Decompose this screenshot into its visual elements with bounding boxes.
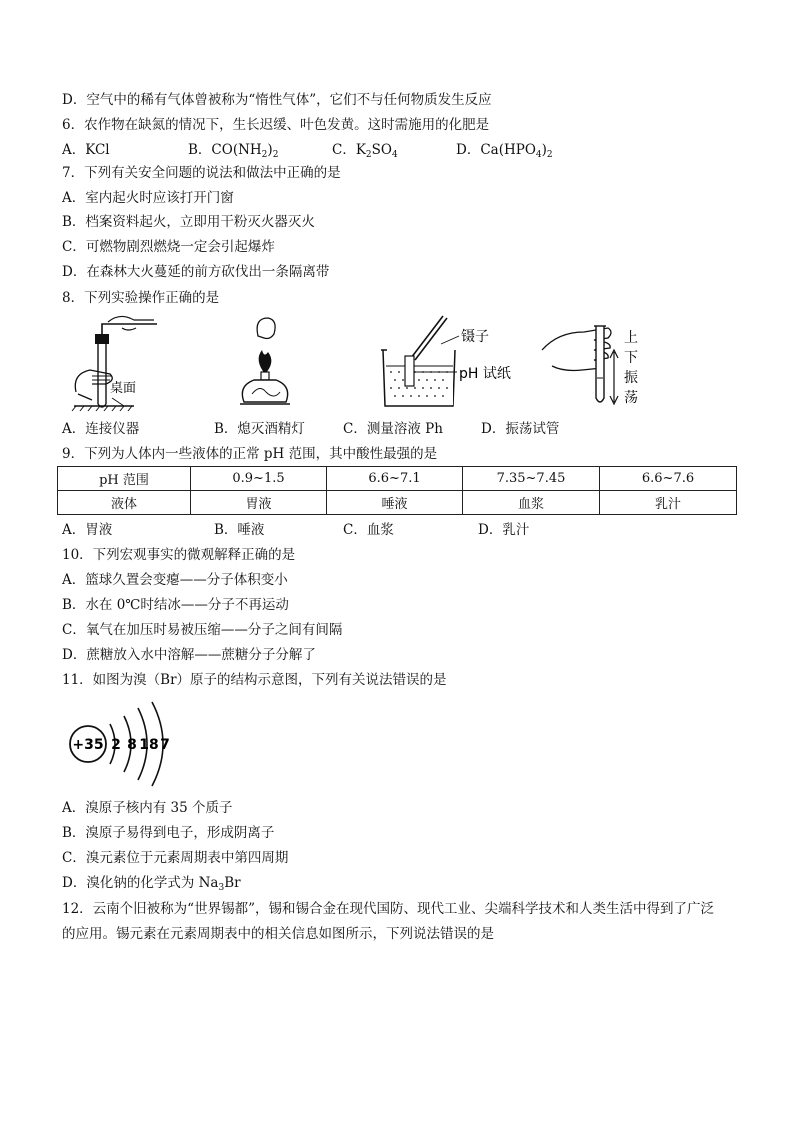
- table-cell: 血浆: [463, 491, 600, 515]
- q9-option-a: A．胃液: [62, 522, 113, 538]
- question-12: 12．云南个旧被称为“世界锡都”，锡和锡合金在现代国防、现代工业、尖端科学技术和人类生活中得到了广泛: [62, 901, 714, 917]
- table-cell: 胃液: [191, 491, 327, 515]
- shake-label-down: 下: [624, 350, 638, 366]
- table-row: [58, 491, 737, 515]
- shake-label-up: 上: [624, 330, 638, 346]
- nucleus-charge: +35: [72, 737, 104, 753]
- q10-option-b: B．水在 0℃时结冰——分子不再运动: [62, 597, 289, 613]
- shell-electrons: 18: [139, 737, 159, 753]
- question-8: 8．下列实验操作正确的是: [62, 290, 220, 306]
- connect-apparatus-figure: [62, 314, 172, 412]
- table-cell: 0.9~1.5: [191, 467, 327, 491]
- ph-measure-figure: [375, 314, 515, 412]
- question-10: 10．下列宏观事实的微观解释正确的是: [62, 547, 296, 563]
- bromine-atom-diagram: [62, 698, 182, 790]
- table-label: 桌面: [110, 381, 137, 396]
- q8-option-a: A．连接仪器: [62, 421, 140, 437]
- shake-test-tube-figure: [538, 314, 648, 412]
- q11-option-d: D．溴化钠的化学式为 $Na_3Br$: [62, 875, 241, 893]
- shell-electrons: 7: [160, 737, 170, 753]
- table-cell: 6.6~7.1: [327, 467, 463, 491]
- table-cell: 7.35~7.45: [463, 467, 600, 491]
- shell-electrons: 2: [111, 737, 121, 753]
- q7-option-b: B．档案资料起火，立即用干粉灭火器灭火: [62, 214, 315, 230]
- table-cell: 6.6~7.6: [600, 467, 737, 491]
- table-cell: 乳汁: [600, 491, 737, 515]
- q6-option-d: D．$Ca(HPO_4)_2$: [456, 142, 553, 160]
- question-7: 7．下列有关安全问题的说法和做法中正确的是: [62, 165, 341, 181]
- alcohol-lamp-figure: [230, 314, 300, 412]
- tweezers-label: 镊子: [461, 329, 489, 345]
- ph-table: [57, 466, 737, 515]
- q7-option-c: C．可燃物剧烈燃烧一定会引起爆炸: [62, 239, 275, 255]
- q7-option-d: D．在森林大火蔓延的前方砍伐出一条隔离带: [62, 264, 330, 280]
- table-cell: 唾液: [327, 491, 463, 515]
- question-9: 9．下列为人体内一些液体的正常 pH 范围，其中酸性最强的是: [62, 446, 438, 462]
- question-12-continued: 的应用。锡元素在元素周期表中的相关信息如图所示，下列说法错误的是: [62, 926, 494, 942]
- shell-electrons: 8: [127, 737, 137, 753]
- q6-option-c: C．$K_2SO_4$: [332, 142, 398, 160]
- q11-option-a: A．溴原子核内有 35 个质子: [62, 800, 233, 816]
- q11-option-c: C．溴元素位于元素周期表中第四周期: [62, 850, 289, 866]
- table-cell: pH 范围: [58, 467, 191, 491]
- option-line: D．空气中的稀有气体曾被称为“惰性气体”，它们不与任何物质发生反应: [62, 92, 492, 108]
- table-row: [58, 467, 737, 491]
- q9-option-b: B．唾液: [214, 522, 265, 538]
- shake-label-rock: 荡: [624, 390, 638, 406]
- q8-option-d: D．振荡试管: [481, 421, 560, 437]
- table-cell: 液体: [58, 491, 191, 515]
- q6-option-a: A．KCl: [62, 142, 110, 158]
- q10-option-c: C．氧气在加压时易被压缩——分子之间有间隔: [62, 622, 343, 638]
- q9-option-c: C．血浆: [343, 522, 394, 538]
- q11-option-b: B．溴原子易得到电子，形成阴离子: [62, 825, 275, 841]
- q9-option-d: D．乳汁: [478, 522, 530, 538]
- q10-option-a: A．篮球久置会变瘪——分子体积变小: [62, 572, 288, 588]
- q6-option-b: B．$CO(NH_2)_2$: [188, 142, 279, 160]
- q8-option-b: B．熄灭酒精灯: [214, 421, 305, 437]
- q10-option-d: D．蔗糖放入水中溶解——蔗糖分子分解了: [62, 647, 316, 663]
- question-6: 6．农作物在缺氮的情况下，生长迟缓、叶色发黄。这时需施用的化肥是: [62, 117, 490, 133]
- q8-option-c: C．测量溶液 Ph: [343, 421, 443, 437]
- shake-label-shake: 振: [624, 370, 638, 386]
- q7-option-a: A．室内起火时应该打开门窗: [62, 190, 234, 206]
- ph-paper-label: pH 试纸: [459, 366, 511, 382]
- question-11: 11．如图为溴（Br）原子的结构示意图，下列有关说法错误的是: [62, 672, 447, 688]
